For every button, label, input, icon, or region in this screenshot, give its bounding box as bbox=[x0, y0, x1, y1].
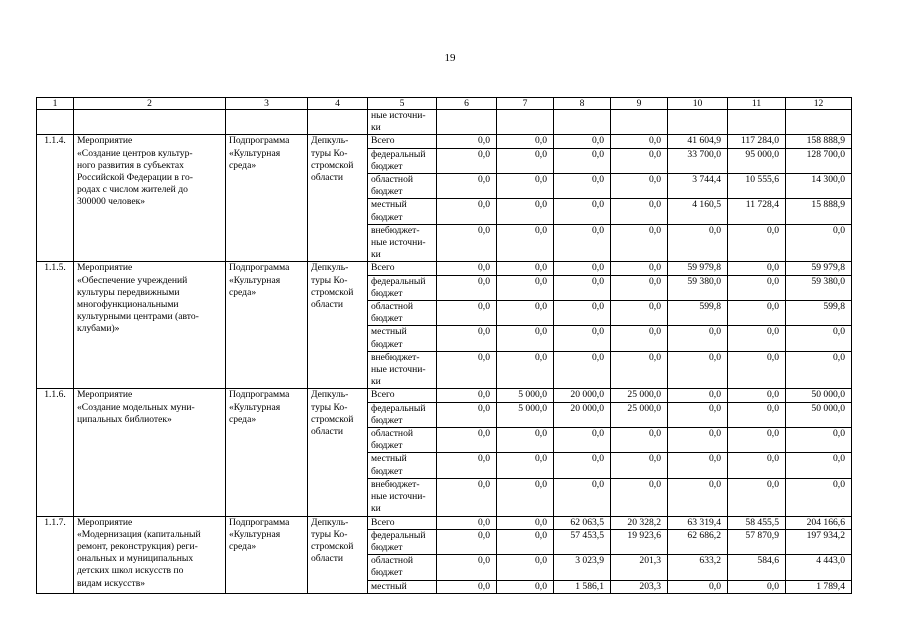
amount-cell: 14 300,0 bbox=[786, 174, 852, 199]
amount-cell: 0,0 bbox=[437, 262, 497, 275]
amount-cell: 0,0 bbox=[554, 275, 611, 300]
funding-source: внебюджет- ные источни- ки bbox=[368, 224, 437, 262]
amount-cell: 0,0 bbox=[554, 148, 611, 173]
event-description: Мероприятие «Создание модельных муни- ципальных библиотек» bbox=[74, 389, 226, 516]
subprogram-name: Подпрограмма «Культурная среда» bbox=[226, 262, 308, 389]
funding-source: федеральный бюджет bbox=[368, 275, 437, 300]
amount-cell: 0,0 bbox=[437, 428, 497, 453]
funding-source: местный бюджет bbox=[368, 326, 437, 351]
funding-source: внебюджет- ные источни- ки bbox=[368, 478, 437, 516]
amount-cell: 0,0 bbox=[437, 199, 497, 224]
amount-cell: 0,0 bbox=[611, 478, 668, 516]
amount-cell: 197 934,2 bbox=[786, 529, 852, 554]
amount-cell: 0,0 bbox=[554, 262, 611, 275]
amount-cell: 0,0 bbox=[497, 428, 554, 453]
amount-cell: 0,0 bbox=[728, 389, 786, 402]
amount-cell: 0,0 bbox=[497, 516, 554, 529]
amount-cell: 57 870,9 bbox=[728, 529, 786, 554]
amount-cell: 0,0 bbox=[437, 529, 497, 554]
funding-source: федеральный бюджет bbox=[368, 529, 437, 554]
column-number: 5 bbox=[368, 98, 437, 110]
amount-cell: 59 380,0 bbox=[668, 275, 728, 300]
amount-cell: 0,0 bbox=[611, 174, 668, 199]
amount-cell: 0,0 bbox=[611, 262, 668, 275]
page-number: 19 bbox=[444, 52, 456, 64]
amount-cell: 50 000,0 bbox=[786, 402, 852, 427]
amount-cell: 599,8 bbox=[786, 301, 852, 326]
empty-cell bbox=[611, 110, 668, 135]
column-number: 10 bbox=[668, 98, 728, 110]
amount-cell: 0,0 bbox=[497, 262, 554, 275]
empty-cell bbox=[668, 110, 728, 135]
amount-cell: 0,0 bbox=[497, 148, 554, 173]
amount-cell: 0,0 bbox=[728, 428, 786, 453]
event-code: 1.1.5. bbox=[37, 262, 74, 389]
amount-cell: 0,0 bbox=[497, 174, 554, 199]
empty-cell bbox=[497, 110, 554, 135]
subprogram-name: Подпрограмма «Культурная среда» bbox=[226, 516, 308, 593]
amount-cell: 15 888,9 bbox=[786, 199, 852, 224]
amount-cell: 0,0 bbox=[497, 529, 554, 554]
amount-cell: 0,0 bbox=[668, 402, 728, 427]
funding-source: местный бюджет bbox=[368, 199, 437, 224]
amount-cell: 5 000,0 bbox=[497, 402, 554, 427]
amount-cell: 0,0 bbox=[554, 326, 611, 351]
budget-table bbox=[36, 97, 852, 594]
funding-source: местный бюджет bbox=[368, 453, 437, 478]
amount-cell: 58 455,5 bbox=[728, 516, 786, 529]
amount-cell: 0,0 bbox=[437, 326, 497, 351]
amount-cell: 0,0 bbox=[668, 453, 728, 478]
funding-source: внебюджет- ные источни- ки bbox=[368, 351, 437, 389]
amount-cell: 203,3 bbox=[611, 580, 668, 593]
amount-cell: 0,0 bbox=[728, 224, 786, 262]
amount-cell: 158 888,9 bbox=[786, 135, 852, 148]
column-number: 8 bbox=[554, 98, 611, 110]
amount-cell: 59 979,8 bbox=[786, 262, 852, 275]
amount-cell: 25 000,0 bbox=[611, 402, 668, 427]
amount-cell: 0,0 bbox=[554, 478, 611, 516]
amount-cell: 0,0 bbox=[497, 275, 554, 300]
carryover-row bbox=[37, 110, 852, 135]
funding-source: Всего bbox=[368, 516, 437, 529]
amount-cell: 4 160,5 bbox=[668, 199, 728, 224]
amount-cell: 0,0 bbox=[668, 580, 728, 593]
amount-cell: 20 000,0 bbox=[554, 402, 611, 427]
amount-cell: 0,0 bbox=[728, 301, 786, 326]
funding-source: ные источни- ки bbox=[368, 110, 437, 135]
funding-source: областной бюджет bbox=[368, 174, 437, 199]
amount-cell: 63 319,4 bbox=[668, 516, 728, 529]
empty-cell bbox=[308, 110, 368, 135]
responsible-executor: Депкуль- туры Ко- стромской области bbox=[308, 516, 368, 593]
amount-cell: 62 063,5 bbox=[554, 516, 611, 529]
amount-cell: 0,0 bbox=[497, 224, 554, 262]
table-row bbox=[37, 262, 852, 275]
funding-source: Всего bbox=[368, 389, 437, 402]
column-number: 3 bbox=[226, 98, 308, 110]
column-number: 7 bbox=[497, 98, 554, 110]
amount-cell: 0,0 bbox=[728, 580, 786, 593]
amount-cell: 0,0 bbox=[554, 199, 611, 224]
amount-cell: 0,0 bbox=[497, 135, 554, 148]
amount-cell: 0,0 bbox=[668, 389, 728, 402]
empty-cell bbox=[437, 110, 497, 135]
amount-cell: 33 700,0 bbox=[668, 148, 728, 173]
table-row bbox=[37, 389, 852, 402]
funding-source: федеральный бюджет bbox=[368, 148, 437, 173]
empty-cell bbox=[37, 110, 74, 135]
amount-cell: 201,3 bbox=[611, 555, 668, 580]
amount-cell: 0,0 bbox=[497, 580, 554, 593]
empty-cell bbox=[226, 110, 308, 135]
amount-cell: 117 284,0 bbox=[728, 135, 786, 148]
funding-source: местный bbox=[368, 580, 437, 593]
amount-cell: 3 744,4 bbox=[668, 174, 728, 199]
table-row bbox=[37, 516, 852, 529]
amount-cell: 0,0 bbox=[786, 224, 852, 262]
amount-cell: 0,0 bbox=[611, 224, 668, 262]
amount-cell: 50 000,0 bbox=[786, 389, 852, 402]
amount-cell: 0,0 bbox=[611, 301, 668, 326]
column-number: 4 bbox=[308, 98, 368, 110]
amount-cell: 0,0 bbox=[611, 351, 668, 389]
column-number: 6 bbox=[437, 98, 497, 110]
amount-cell: 0,0 bbox=[728, 351, 786, 389]
amount-cell: 0,0 bbox=[554, 224, 611, 262]
amount-cell: 0,0 bbox=[497, 351, 554, 389]
amount-cell: 1 586,1 bbox=[554, 580, 611, 593]
amount-cell: 204 166,6 bbox=[786, 516, 852, 529]
subprogram-name: Подпрограмма «Культурная среда» bbox=[226, 389, 308, 516]
amount-cell: 0,0 bbox=[497, 555, 554, 580]
column-number: 9 bbox=[611, 98, 668, 110]
amount-cell: 0,0 bbox=[611, 428, 668, 453]
amount-cell: 0,0 bbox=[437, 351, 497, 389]
amount-cell: 0,0 bbox=[554, 428, 611, 453]
responsible-executor: Депкуль- туры Ко- стромской области bbox=[308, 135, 368, 262]
event-description: Мероприятие «Обеспечение учреждений культуры передвижными многофункциональными культурными центрами (авто- клубами)» bbox=[74, 262, 226, 389]
amount-cell: 0,0 bbox=[668, 351, 728, 389]
amount-cell: 128 700,0 bbox=[786, 148, 852, 173]
funding-source: областной бюджет bbox=[368, 301, 437, 326]
amount-cell: 0,0 bbox=[611, 148, 668, 173]
amount-cell: 0,0 bbox=[497, 478, 554, 516]
amount-cell: 0,0 bbox=[437, 301, 497, 326]
amount-cell: 1 789,4 bbox=[786, 580, 852, 593]
event-code: 1.1.7. bbox=[37, 516, 74, 593]
amount-cell: 0,0 bbox=[611, 453, 668, 478]
amount-cell: 0,0 bbox=[437, 275, 497, 300]
amount-cell: 0,0 bbox=[437, 148, 497, 173]
amount-cell: 0,0 bbox=[554, 301, 611, 326]
amount-cell: 0,0 bbox=[437, 389, 497, 402]
event-description: Мероприятие «Создание центров культур- ного развития в субъектах Российской Федерации в го- родах с числом жителей до 300000 человек» bbox=[74, 135, 226, 262]
amount-cell: 95 000,0 bbox=[728, 148, 786, 173]
amount-cell: 0,0 bbox=[668, 428, 728, 453]
amount-cell: 0,0 bbox=[786, 478, 852, 516]
subprogram-name: Подпрограмма «Культурная среда» bbox=[226, 135, 308, 262]
amount-cell: 0,0 bbox=[786, 351, 852, 389]
amount-cell: 0,0 bbox=[611, 199, 668, 224]
amount-cell: 4 443,0 bbox=[786, 555, 852, 580]
column-number: 2 bbox=[74, 98, 226, 110]
amount-cell: 0,0 bbox=[497, 199, 554, 224]
amount-cell: 62 686,2 bbox=[668, 529, 728, 554]
amount-cell: 5 000,0 bbox=[497, 389, 554, 402]
funding-source: Всего bbox=[368, 135, 437, 148]
amount-cell: 57 453,5 bbox=[554, 529, 611, 554]
funding-source: областной бюджет bbox=[368, 428, 437, 453]
empty-cell bbox=[728, 110, 786, 135]
amount-cell: 0,0 bbox=[437, 580, 497, 593]
empty-cell bbox=[786, 110, 852, 135]
amount-cell: 0,0 bbox=[611, 275, 668, 300]
column-number-row bbox=[37, 98, 852, 110]
amount-cell: 633,2 bbox=[668, 555, 728, 580]
funding-source: Всего bbox=[368, 262, 437, 275]
amount-cell: 20 328,2 bbox=[611, 516, 668, 529]
column-number: 12 bbox=[786, 98, 852, 110]
amount-cell: 0,0 bbox=[611, 326, 668, 351]
amount-cell: 0,0 bbox=[497, 326, 554, 351]
amount-cell: 584,6 bbox=[728, 555, 786, 580]
amount-cell: 0,0 bbox=[728, 402, 786, 427]
amount-cell: 41 604,9 bbox=[668, 135, 728, 148]
amount-cell: 10 555,6 bbox=[728, 174, 786, 199]
column-number: 11 bbox=[728, 98, 786, 110]
amount-cell: 0,0 bbox=[728, 326, 786, 351]
amount-cell: 0,0 bbox=[437, 135, 497, 148]
amount-cell: 0,0 bbox=[437, 555, 497, 580]
empty-cell bbox=[554, 110, 611, 135]
amount-cell: 0,0 bbox=[786, 453, 852, 478]
amount-cell: 0,0 bbox=[437, 174, 497, 199]
amount-cell: 0,0 bbox=[786, 428, 852, 453]
event-description: Мероприятие «Модернизация (капитальный ремонт, реконструкция) реги- ональных и муниципальных детских школ искусств по видам искусств» bbox=[74, 516, 226, 593]
amount-cell: 0,0 bbox=[728, 453, 786, 478]
amount-cell: 3 023,9 bbox=[554, 555, 611, 580]
amount-cell: 0,0 bbox=[668, 326, 728, 351]
amount-cell: 0,0 bbox=[437, 402, 497, 427]
amount-cell: 0,0 bbox=[497, 453, 554, 478]
amount-cell: 0,0 bbox=[728, 275, 786, 300]
amount-cell: 0,0 bbox=[437, 516, 497, 529]
amount-cell: 0,0 bbox=[728, 478, 786, 516]
amount-cell: 0,0 bbox=[728, 262, 786, 275]
amount-cell: 25 000,0 bbox=[611, 389, 668, 402]
amount-cell: 0,0 bbox=[497, 301, 554, 326]
responsible-executor: Депкуль- туры Ко- стромской области bbox=[308, 389, 368, 516]
empty-cell bbox=[74, 110, 226, 135]
amount-cell: 59 979,8 bbox=[668, 262, 728, 275]
column-number: 1 bbox=[37, 98, 74, 110]
amount-cell: 19 923,6 bbox=[611, 529, 668, 554]
amount-cell: 0,0 bbox=[668, 224, 728, 262]
amount-cell: 0,0 bbox=[437, 453, 497, 478]
amount-cell: 11 728,4 bbox=[728, 199, 786, 224]
amount-cell: 0,0 bbox=[786, 326, 852, 351]
amount-cell: 59 380,0 bbox=[786, 275, 852, 300]
amount-cell: 0,0 bbox=[554, 453, 611, 478]
amount-cell: 599,8 bbox=[668, 301, 728, 326]
amount-cell: 20 000,0 bbox=[554, 389, 611, 402]
event-code: 1.1.6. bbox=[37, 389, 74, 516]
amount-cell: 0,0 bbox=[437, 224, 497, 262]
amount-cell: 0,0 bbox=[554, 351, 611, 389]
amount-cell: 0,0 bbox=[668, 478, 728, 516]
amount-cell: 0,0 bbox=[554, 135, 611, 148]
funding-source: областной бюджет bbox=[368, 555, 437, 580]
table-row bbox=[37, 135, 852, 148]
amount-cell: 0,0 bbox=[437, 478, 497, 516]
responsible-executor: Депкуль- туры Ко- стромской области bbox=[308, 262, 368, 389]
amount-cell: 0,0 bbox=[611, 135, 668, 148]
event-code: 1.1.4. bbox=[37, 135, 74, 262]
funding-source: федеральный бюджет bbox=[368, 402, 437, 427]
amount-cell: 0,0 bbox=[554, 174, 611, 199]
